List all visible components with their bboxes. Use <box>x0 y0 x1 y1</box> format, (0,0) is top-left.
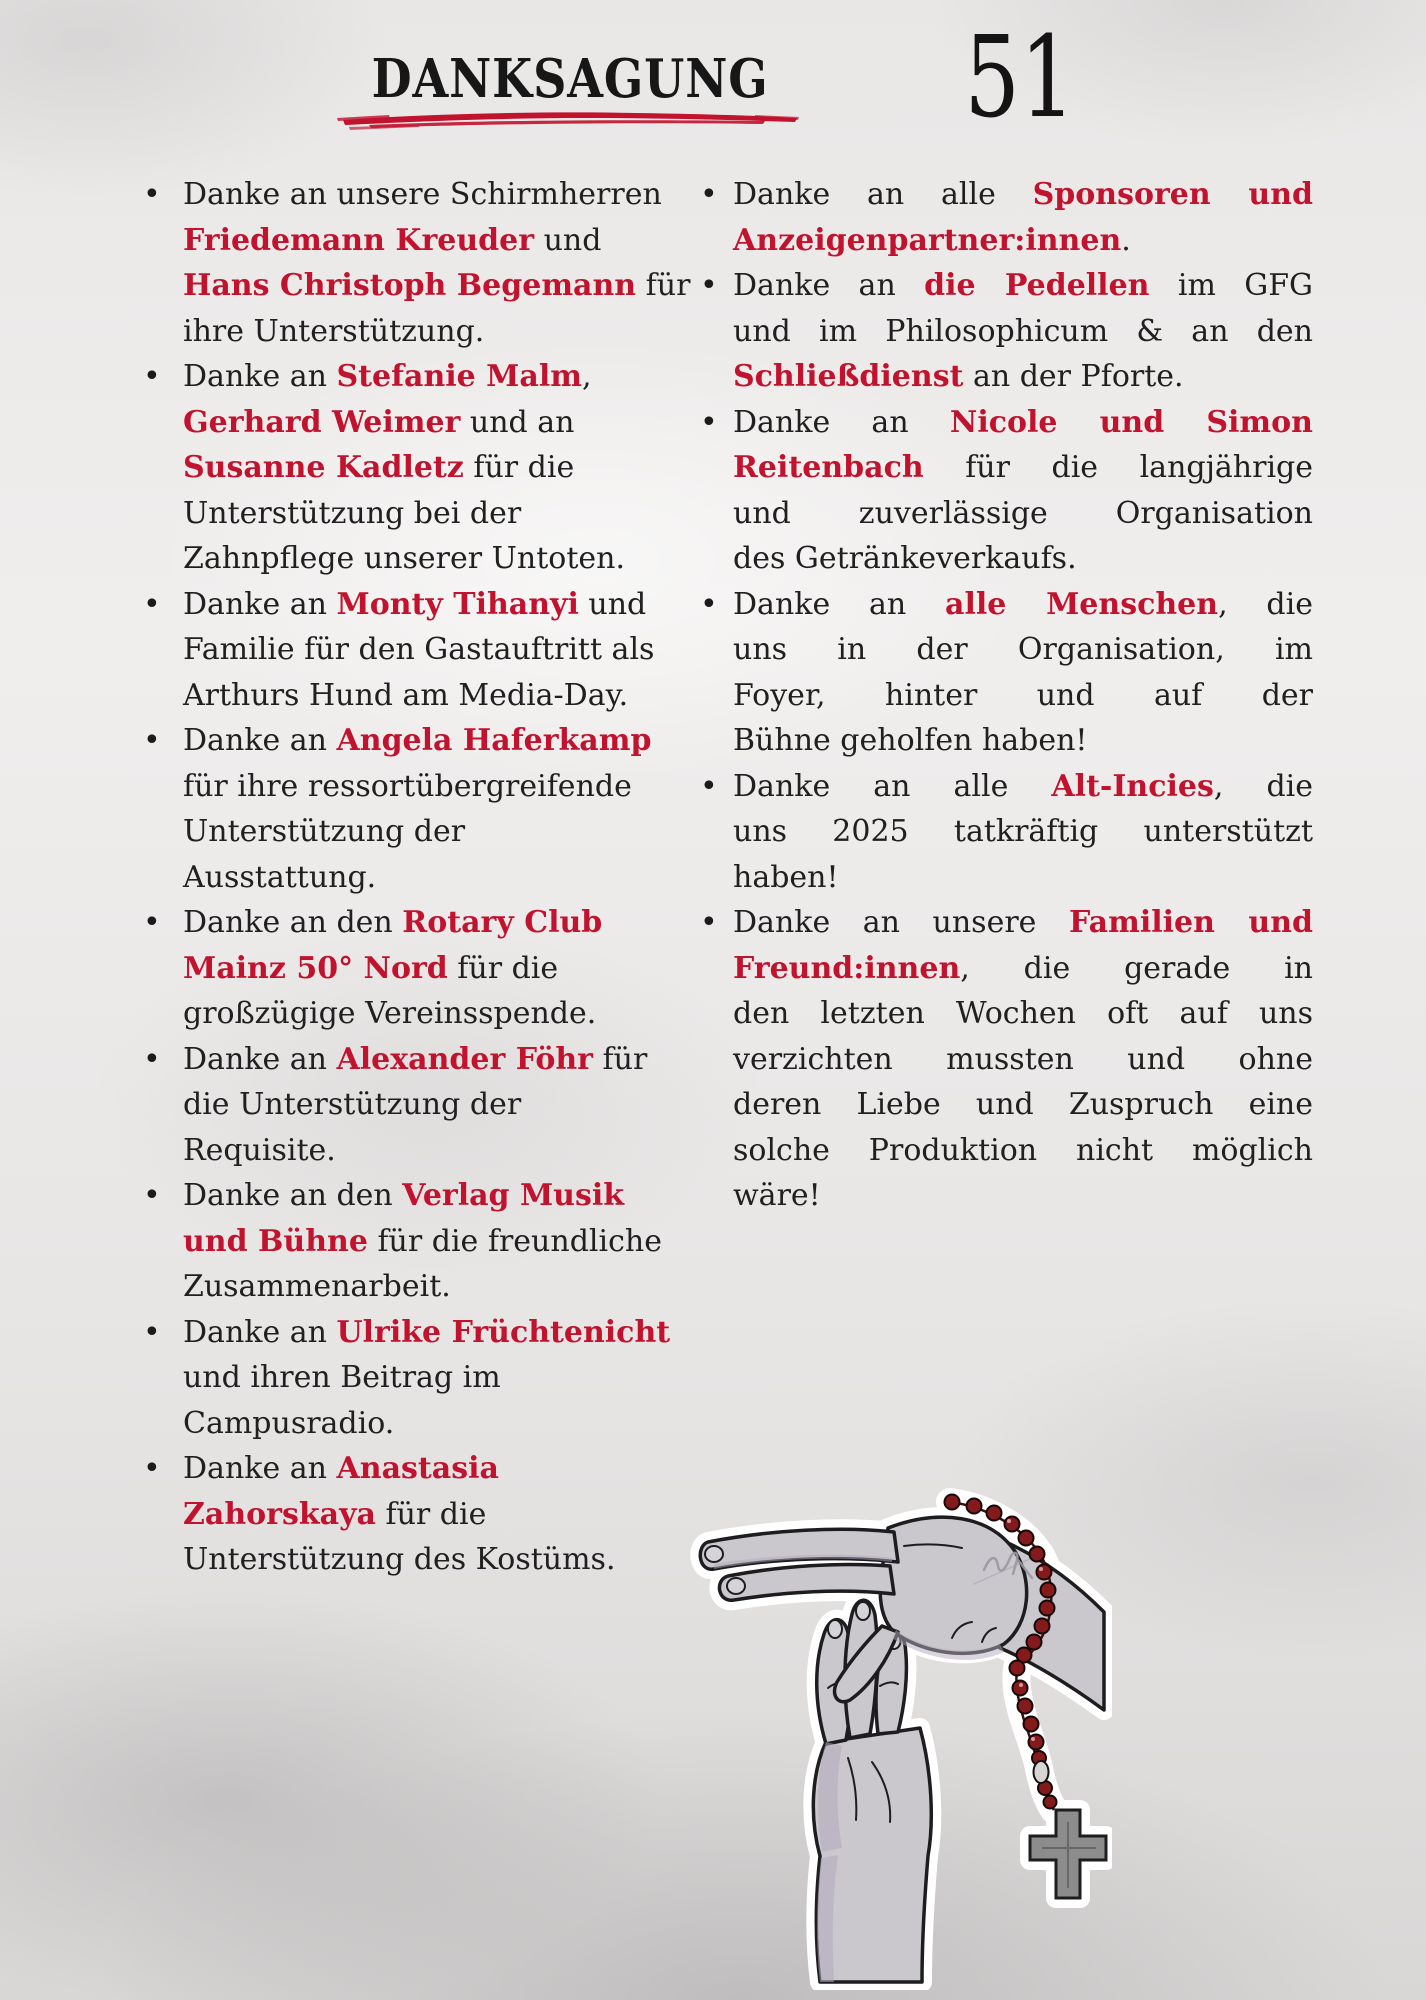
text-line <box>183 900 700 946</box>
acknowledgment-item <box>700 900 1313 1219</box>
text-line <box>733 946 1313 992</box>
text-run: Foyer, hinter und auf der <box>733 677 1313 713</box>
acknowledgment-item <box>700 582 1313 764</box>
text-line <box>733 582 1313 628</box>
highlighted-name: Rotary Club <box>402 905 603 940</box>
highlighted-name: Stefanie Malm <box>336 359 582 394</box>
text-line <box>733 1173 1313 1219</box>
text-run: für die freundliche <box>367 1223 662 1259</box>
text-run: , die gerade in <box>960 950 1313 986</box>
bullet-marker: • <box>700 177 718 212</box>
text-run: Bühne geholfen haben! <box>733 723 1088 758</box>
text-run: Danke an <box>183 1314 337 1350</box>
text-run: Danke an den <box>183 1178 403 1213</box>
text-line <box>733 991 1313 1037</box>
text-line <box>183 1219 700 1265</box>
text-run: Unterstützung bei der <box>183 495 522 531</box>
highlighted-name: Anzeigenpartner:innen <box>733 222 1122 258</box>
acknowledgment-item <box>700 263 1313 400</box>
text-line <box>183 400 700 446</box>
text-line <box>183 172 700 218</box>
text-run: und im Philosophicum & an den <box>733 313 1313 349</box>
text-line <box>733 263 1313 309</box>
page-number: 51 <box>964 13 1076 143</box>
text-line <box>183 1492 700 1538</box>
text-run: Requisite. <box>183 1132 336 1168</box>
acknowledgment-item <box>700 400 1313 582</box>
text-line <box>183 809 700 855</box>
bullet-marker: • <box>143 1178 161 1213</box>
text-run: Zusammenarbeit. <box>183 1269 451 1304</box>
text-run: Danke an <box>183 359 337 394</box>
text-line <box>733 1128 1313 1174</box>
text-line <box>183 309 700 355</box>
acknowledgment-item <box>137 582 700 719</box>
text-line <box>733 172 1313 218</box>
bullet-marker: • <box>143 905 161 940</box>
text-run: Danke an <box>183 1451 337 1486</box>
text-run: im GFG <box>1149 268 1314 303</box>
text-line <box>183 491 700 537</box>
text-run: für <box>592 1041 648 1077</box>
highlighted-name: Mainz 50° Nord <box>183 950 448 986</box>
text-line <box>733 673 1313 719</box>
text-run: großzügige Vereinsspende. <box>183 996 597 1031</box>
text-run: wäre! <box>733 1178 821 1213</box>
text-line <box>733 627 1313 673</box>
text-run: haben! <box>733 859 839 895</box>
text-line <box>183 1128 700 1174</box>
text-run: uns 2025 tatkräftig unterstützt <box>733 814 1313 849</box>
text-line <box>733 354 1313 400</box>
text-line <box>183 855 700 901</box>
text-run: an der Pforte. <box>963 359 1184 394</box>
acknowledgment-item <box>137 900 700 1037</box>
text-run: ihre Unterstützung. <box>183 313 485 349</box>
text-line <box>183 1082 700 1128</box>
text-line <box>733 218 1313 264</box>
highlighted-name: Alexander Föhr <box>336 1041 593 1077</box>
text-run: Danke an <box>183 723 337 758</box>
text-run: Zahnpflege unserer Untoten. <box>183 541 625 576</box>
text-line <box>183 536 700 582</box>
highlighted-name: Friedemann Kreuder <box>183 222 535 258</box>
text-line <box>183 718 700 764</box>
text-run: uns in der Organisation, im <box>733 632 1313 667</box>
text-run: Danke an unsere <box>733 905 1069 940</box>
text-run: und zuverlässige Organisation <box>733 495 1313 531</box>
text-line <box>183 627 700 673</box>
acknowledgment-item <box>137 354 700 582</box>
acknowledgment-item <box>137 1037 700 1174</box>
text-run: für die <box>375 1496 487 1532</box>
highlighted-name: Alt-Incies <box>1051 768 1214 804</box>
bullet-marker: • <box>143 586 161 622</box>
text-run: Campusradio. <box>183 1405 395 1441</box>
text-line <box>733 809 1313 855</box>
text-run: Danke an alle <box>733 768 1052 804</box>
acknowledgment-item <box>700 764 1313 901</box>
text-run: Danke an <box>733 404 950 440</box>
highlighted-name: Verlag Musik <box>402 1178 625 1213</box>
bullet-marker: • <box>143 359 161 394</box>
text-run: . <box>1121 222 1131 258</box>
text-run: Unterstützung des Kostüms. <box>183 1542 616 1577</box>
text-line <box>733 855 1313 901</box>
text-line <box>183 991 700 1037</box>
highlighted-name: Schließdienst <box>733 359 964 394</box>
text-run: verzichten mussten und ohne <box>733 1041 1313 1077</box>
bullet-marker: • <box>700 768 718 804</box>
text-run: für die <box>463 450 575 485</box>
acknowledgment-item <box>137 1310 700 1447</box>
text-run: für <box>636 268 691 303</box>
hands-rosary-illustration <box>652 1442 1112 1990</box>
text-run: solche Produktion nicht möglich <box>733 1132 1313 1168</box>
text-run: für die langjährige <box>923 450 1313 485</box>
text-line <box>733 764 1313 810</box>
text-run: und ihren Beitrag im <box>183 1360 501 1395</box>
text-line <box>733 400 1313 446</box>
text-run: Arthurs Hund am Media-Day. <box>183 677 629 713</box>
text-run: Ausstattung. <box>183 859 377 895</box>
highlighted-name: Anastasia <box>336 1451 499 1486</box>
text-line <box>183 445 700 491</box>
highlighted-name: alle Menschen <box>945 586 1219 622</box>
text-line <box>183 1310 700 1356</box>
text-line <box>183 1401 700 1447</box>
text-run: Danke an <box>183 586 337 622</box>
highlighted-name: und Bühne <box>183 1223 368 1259</box>
highlighted-name: Susanne Kadletz <box>183 450 464 485</box>
bullet-marker: • <box>700 404 718 440</box>
text-line <box>733 1082 1313 1128</box>
acknowledgment-item <box>137 718 700 900</box>
highlighted-name: Familien und <box>1068 905 1313 940</box>
text-run: Danke an alle <box>733 177 1033 212</box>
text-run: , die <box>1218 586 1313 622</box>
text-run: Danke an <box>733 586 946 622</box>
text-line <box>733 309 1313 355</box>
text-run: und <box>534 222 602 258</box>
bullet-marker: • <box>143 1041 161 1077</box>
bullet-marker: • <box>143 177 161 212</box>
text-run: für die <box>447 950 559 986</box>
highlighted-name: Gerhard Weimer <box>183 404 461 440</box>
text-line <box>183 582 700 628</box>
acknowledgment-item <box>700 172 1313 263</box>
text-run: , <box>581 359 592 394</box>
text-line <box>733 900 1313 946</box>
text-line <box>183 218 700 264</box>
acknowledgment-item <box>137 1446 700 1583</box>
text-line <box>733 536 1313 582</box>
text-line <box>733 1037 1313 1083</box>
text-run: Danke an <box>733 268 925 303</box>
text-line <box>183 946 700 992</box>
bullet-marker: • <box>700 268 718 303</box>
text-run: und an <box>460 404 575 440</box>
highlighted-name: Hans Christoph Begemann <box>183 268 637 303</box>
highlighted-name: die Pedellen <box>924 268 1150 303</box>
highlighted-name: Sponsoren und <box>1032 177 1313 212</box>
text-run: Familie für den Gastauftritt als <box>183 632 655 667</box>
acknowledgments-columns <box>137 172 1313 1583</box>
highlighted-name: Ulrike Früchtenicht <box>336 1314 671 1350</box>
text-line <box>183 1446 700 1492</box>
page-title: DANKSAGUNG <box>371 48 769 110</box>
acknowledgment-item <box>137 172 700 354</box>
text-line <box>183 1264 700 1310</box>
highlighted-name: Monty Tihanyi <box>336 586 579 622</box>
highlighted-name: Nicole und Simon <box>949 404 1313 440</box>
text-line <box>183 673 700 719</box>
text-run: und <box>578 586 647 622</box>
text-run: Danke an unsere Schirmherren <box>183 177 662 212</box>
text-run: Danke an <box>183 1041 337 1077</box>
bullet-marker: • <box>143 1451 161 1486</box>
text-line <box>733 718 1313 764</box>
bullet-marker: • <box>700 905 718 940</box>
text-run: die Unterstützung der <box>183 1087 522 1122</box>
highlighted-name: Reitenbach <box>733 450 924 485</box>
text-line <box>733 445 1313 491</box>
text-line <box>183 1355 700 1401</box>
text-line <box>183 1037 700 1083</box>
bullet-marker: • <box>143 1314 161 1350</box>
text-line <box>183 1537 700 1583</box>
acknowledgments-list-right <box>700 172 1313 1583</box>
bullet-marker: • <box>143 723 161 758</box>
text-run: für ihre ressortübergreifende <box>183 768 632 804</box>
text-line <box>733 491 1313 537</box>
bullet-marker: • <box>700 586 718 622</box>
acknowledgment-item <box>137 1173 700 1310</box>
highlighted-name: Zahorskaya <box>183 1496 376 1532</box>
text-run: des Getränkeverkaufs. <box>733 541 1077 576</box>
text-run: Danke an den <box>183 905 403 940</box>
text-run: , die <box>1213 768 1313 804</box>
text-line <box>183 1173 700 1219</box>
rosary-center-bead <box>1034 1761 1049 1783</box>
text-run: Unterstützung der <box>183 814 466 849</box>
highlighted-name: Angela Haferkamp <box>336 723 652 758</box>
text-line <box>183 354 700 400</box>
acknowledgments-list-left <box>137 172 700 1583</box>
text-run: deren Liebe und Zuspruch eine <box>733 1087 1313 1122</box>
text-line <box>183 263 700 309</box>
text-line <box>183 764 700 810</box>
text-run: den letzten Wochen oft auf uns <box>733 996 1313 1031</box>
highlighted-name: Freund:innen <box>733 950 961 986</box>
